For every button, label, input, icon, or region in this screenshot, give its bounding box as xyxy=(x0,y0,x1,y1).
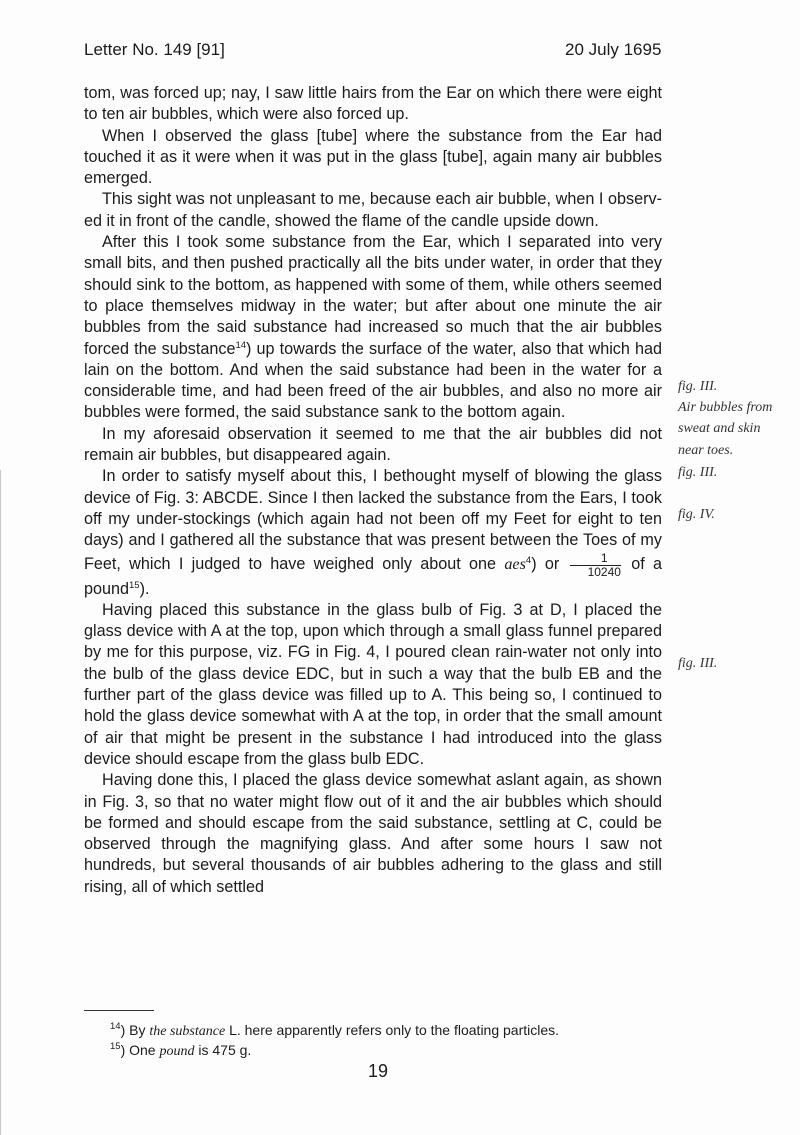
running-header-date: 20 July 1695 xyxy=(565,40,662,59)
footnote-rule xyxy=(84,1010,154,1011)
footnote-ref: 14 xyxy=(235,339,247,351)
fraction-numerator: 1 xyxy=(570,552,621,566)
paragraph: tom, was forced up; nay, I saw little hairs from the Ear on which there were eight to ten air bubbles, which were also forced up. xyxy=(84,84,662,124)
paragraph xyxy=(84,466,662,599)
fraction xyxy=(570,552,621,579)
footnote-mark: 15 xyxy=(110,1041,121,1052)
paragraph: Having placed this substance in the glass bulb of Fig. 3 at D, I placed the glass device with A at the top, upon which through a small glass funnel prepared by me for this purpose, viz. FG in Fig. 4, I poured clean rain-water not only into the bulb of the glass device EDC, but in such a way that the bulb EB and the further part of the glass device was filled up to A. This being so, I continued to hold the glass device somewhat with A at the top, in order that the small amount of air that might be present in the substance I had introduced into the glass device should escape from the glass bulb EDC. xyxy=(84,600,662,768)
body-text xyxy=(84,83,662,898)
margin-note-fig: fig. III. xyxy=(678,379,718,394)
paragraph xyxy=(84,232,662,424)
footnote-mark: 14 xyxy=(110,1021,121,1032)
running-header-letter: Letter No. 149 [91] xyxy=(84,40,225,59)
text-run: ) By xyxy=(120,1022,150,1038)
text-run: ). xyxy=(139,579,150,598)
text-run: In order to satisfy myself about this, I bethought myself of blowing the glass device of Fig. 3: ABCDE. Since I then lacked the substance from the Ears, I took off my under-stockings (which again had not been off my Feet for eight to ten days) and I gathered all the substance that was present between the Toes of my Feet, which I judged to have weighed only about one xyxy=(84,467,662,573)
italic-term: aes xyxy=(504,554,526,573)
margin-note-caption: Air bubbles from xyxy=(678,400,773,415)
footnote xyxy=(110,1041,559,1061)
page-number: 19 xyxy=(368,1061,389,1081)
margin-note-fig: fig. III. xyxy=(678,656,718,671)
paragraph: This sight was not unpleasant to me, because each air bubble, when I observed it in front of the candle, showed the flame of the candle upside down. xyxy=(84,190,662,230)
paragraph: In my aforesaid observation it seemed to me that the air bubbles did not remain air bubbles, but disappeared again. xyxy=(84,424,662,465)
text-run: ) up towards the surface of the water, also that which had lain on the bottom. And when the said substance had been in the water for a considerable time, and had been freed of the air bubbles, and also no more air bubbles were formed, the said substance sank to the bottom again. xyxy=(84,339,662,422)
text-run: After this I took some substance from the Ear, which I separated into very small bits, and then pushed practically all the bits under water, in order that they should sink to the bottom, as happened with some of them, while others seemed to place themselves midway in the water; but after about one minute the air bubbles from the said substance had increased so much that the air bubbles forced the substance xyxy=(84,233,662,358)
margin-note-fig: fig. IV. xyxy=(678,507,715,522)
margin-note-fig: fig. III. xyxy=(678,465,718,480)
margin-note-caption: sweat and skin xyxy=(678,421,761,436)
footnote-ref: 4 xyxy=(525,554,532,566)
paragraph: When I observed the glass [tube] where the substance from the Ear had touched it as it were when it was put in the glass [tube], again many air bubbles emerged. xyxy=(84,126,662,188)
text-run: L. here apparently refers only to the floating particles. xyxy=(225,1022,560,1038)
footnotes xyxy=(110,1021,559,1061)
text-run: of a pound xyxy=(84,554,663,598)
text-run: ) One xyxy=(120,1042,160,1058)
italic-term: the substance xyxy=(149,1024,226,1039)
paragraph: Having done this, I placed the glass device somewhat aslant again, as shown in Fig. 3, so that no water might flow out of it and the air bubbles which should be formed and should escape from the said substance, settling at C, could be observed through the magnifying glass. And after some hours I saw not hundreds, but several thousands of air bubbles adhering to the glass and still rising, all of which settled xyxy=(84,771,662,896)
page-edge-line xyxy=(0,470,1,1135)
text-run: is 475 g. xyxy=(194,1042,252,1058)
margin-note-caption: near toes. xyxy=(678,443,734,458)
footnote-ref: 15 xyxy=(129,579,140,591)
footnote xyxy=(110,1021,559,1041)
text-run: ) or xyxy=(531,554,568,573)
italic-term: pound xyxy=(159,1044,195,1059)
fraction-denominator: 10240 xyxy=(587,564,621,579)
